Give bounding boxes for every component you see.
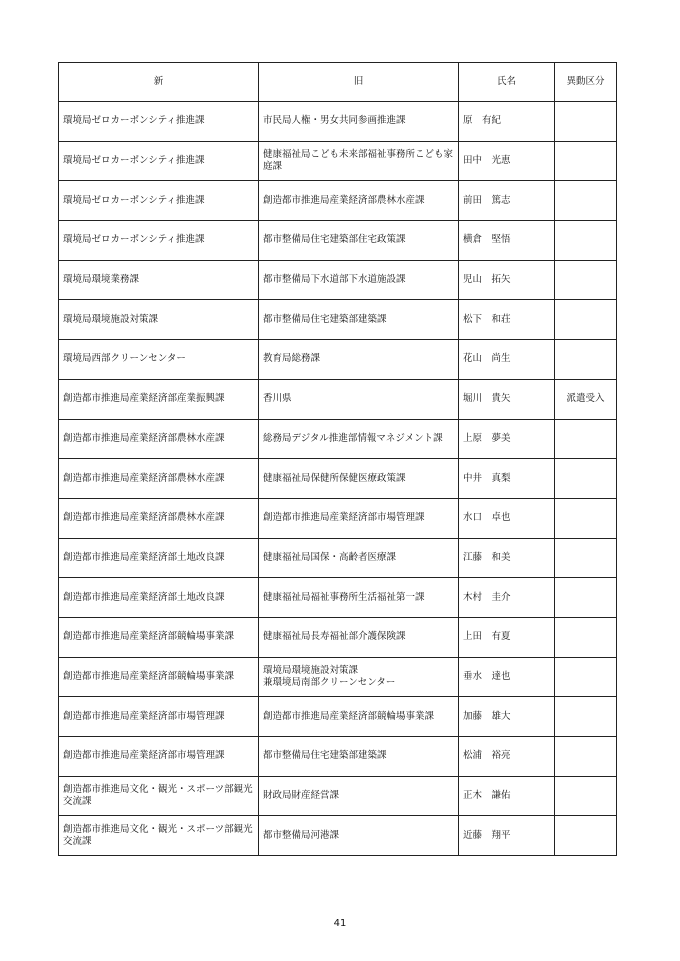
header-new: 新: [59, 63, 259, 102]
name-cell: 正木 謙佑: [459, 776, 555, 816]
name-cell: 中井 真梨: [459, 459, 555, 499]
name-cell: 花山 尚生: [459, 340, 555, 380]
transfer-type-cell: [555, 221, 617, 261]
table-body: [59, 102, 617, 856]
table-row: [59, 181, 617, 221]
new-position-cell: 創造都市推進局文化・観光・スポーツ部観光交流課: [59, 816, 259, 856]
old-position-cell: 都市整備局下水道部下水道施設課: [259, 260, 459, 300]
table-row: [59, 816, 617, 856]
table-row: [59, 697, 617, 737]
new-position-cell: 環境局環境業務課: [59, 260, 259, 300]
new-position-cell: 環境局西部クリーンセンター: [59, 340, 259, 380]
transfer-type-cell: [555, 102, 617, 142]
new-position-cell: 環境局ゼロカーボンシティ推進課: [59, 141, 259, 181]
old-position-cell: 都市整備局住宅建築部建築課: [259, 737, 459, 777]
old-position-cell: 創造都市推進局産業経済部農林水産課: [259, 181, 459, 221]
name-cell: 松浦 裕亮: [459, 737, 555, 777]
name-cell: 上田 有夏: [459, 617, 555, 657]
name-cell: 加藤 雄大: [459, 697, 555, 737]
table-row: [59, 379, 617, 419]
name-cell: 垂水 達也: [459, 657, 555, 697]
old-position-cell: 市民局人権・男女共同参画推進課: [259, 102, 459, 142]
name-cell: 上原 夢美: [459, 419, 555, 459]
new-position-cell: 創造都市推進局産業経済部農林水産課: [59, 419, 259, 459]
old-position-cell: 都市整備局河港課: [259, 816, 459, 856]
transfer-type-cell: [555, 181, 617, 221]
name-cell: 堀川 貴矢: [459, 379, 555, 419]
transfer-type-cell: [555, 340, 617, 380]
old-position-cell: 教育局総務課: [259, 340, 459, 380]
old-position-cell: 創造都市推進局産業経済部競輪場事業課: [259, 697, 459, 737]
table-row: [59, 617, 617, 657]
new-position-cell: 創造都市推進局産業経済部産業振興課: [59, 379, 259, 419]
transfer-type-cell: [555, 737, 617, 777]
name-cell: 横倉 堅悟: [459, 221, 555, 261]
table-row: [59, 776, 617, 816]
old-position-cell: 健康福祉局国保・高齢者医療課: [259, 538, 459, 578]
new-position-cell: 創造都市推進局産業経済部競輪場事業課: [59, 617, 259, 657]
table-row: [59, 538, 617, 578]
new-position-cell: 創造都市推進局産業経済部農林水産課: [59, 498, 259, 538]
table-row: [59, 459, 617, 499]
table-row: [59, 102, 617, 142]
personnel-transfer-table: [58, 62, 617, 856]
new-position-cell: 創造都市推進局産業経済部市場管理課: [59, 737, 259, 777]
transfer-type-cell: [555, 419, 617, 459]
transfer-type-cell: [555, 459, 617, 499]
old-position-cell: 都市整備局住宅建築部建築課: [259, 300, 459, 340]
transfer-type-cell: [555, 538, 617, 578]
old-position-cell: 環境局環境施設対策課 兼環境局南部クリーンセンター: [259, 657, 459, 697]
old-position-cell: 総務局デジタル推進部情報マネジメント課: [259, 419, 459, 459]
table-row: [59, 141, 617, 181]
table-row: [59, 498, 617, 538]
new-position-cell: 環境局ゼロカーボンシティ推進課: [59, 102, 259, 142]
new-position-cell: 環境局環境施設対策課: [59, 300, 259, 340]
table-header-row: [59, 63, 617, 102]
name-cell: 松下 和荘: [459, 300, 555, 340]
name-cell: 木村 圭介: [459, 578, 555, 618]
transfer-type-cell: 派遣受入: [555, 379, 617, 419]
transfer-type-cell: [555, 260, 617, 300]
old-position-cell: 創造都市推進局産業経済部市場管理課: [259, 498, 459, 538]
transfer-type-cell: [555, 617, 617, 657]
table-row: [59, 260, 617, 300]
transfer-type-cell: [555, 816, 617, 856]
transfer-type-cell: [555, 776, 617, 816]
name-cell: 児山 拓矢: [459, 260, 555, 300]
header-kubun: 異動区分: [555, 63, 617, 102]
header-old: 旧: [259, 63, 459, 102]
table-row: [59, 340, 617, 380]
table-row: [59, 419, 617, 459]
name-cell: 水口 卓也: [459, 498, 555, 538]
new-position-cell: 創造都市推進局産業経済部市場管理課: [59, 697, 259, 737]
name-cell: 前田 篤志: [459, 181, 555, 221]
table-row: [59, 657, 617, 697]
transfer-type-cell: [555, 141, 617, 181]
new-position-cell: 創造都市推進局産業経済部土地改良課: [59, 578, 259, 618]
old-position-cell: 健康福祉局こども未来部福祉事務所こども家庭課: [259, 141, 459, 181]
new-position-cell: 環境局ゼロカーボンシティ推進課: [59, 181, 259, 221]
table-row: [59, 578, 617, 618]
old-position-cell: 健康福祉局福祉事務所生活福祉第一課: [259, 578, 459, 618]
table-row: [59, 737, 617, 777]
header-name: 氏名: [459, 63, 555, 102]
name-cell: 原 有紀: [459, 102, 555, 142]
new-position-cell: 創造都市推進局文化・観光・スポーツ部観光交流課: [59, 776, 259, 816]
transfer-type-cell: [555, 697, 617, 737]
new-position-cell: 環境局ゼロカーボンシティ推進課: [59, 221, 259, 261]
old-position-cell: 健康福祉局保健所保健医療政策課: [259, 459, 459, 499]
new-position-cell: 創造都市推進局産業経済部土地改良課: [59, 538, 259, 578]
transfer-type-cell: [555, 300, 617, 340]
table-row: [59, 221, 617, 261]
transfer-type-cell: [555, 498, 617, 538]
new-position-cell: 創造都市推進局産業経済部競輪場事業課: [59, 657, 259, 697]
page-number: 41: [333, 918, 347, 929]
transfer-type-cell: [555, 578, 617, 618]
old-position-cell: 香川県: [259, 379, 459, 419]
old-position-cell: 都市整備局住宅建築部住宅政策課: [259, 221, 459, 261]
old-position-cell: 健康福祉局長寿福祉部介護保険課: [259, 617, 459, 657]
name-cell: 田中 光恵: [459, 141, 555, 181]
new-position-cell: 創造都市推進局産業経済部農林水産課: [59, 459, 259, 499]
old-position-cell: 財政局財産経営課: [259, 776, 459, 816]
transfer-type-cell: [555, 657, 617, 697]
name-cell: 江藤 和美: [459, 538, 555, 578]
name-cell: 近藤 翔平: [459, 816, 555, 856]
table-row: [59, 300, 617, 340]
